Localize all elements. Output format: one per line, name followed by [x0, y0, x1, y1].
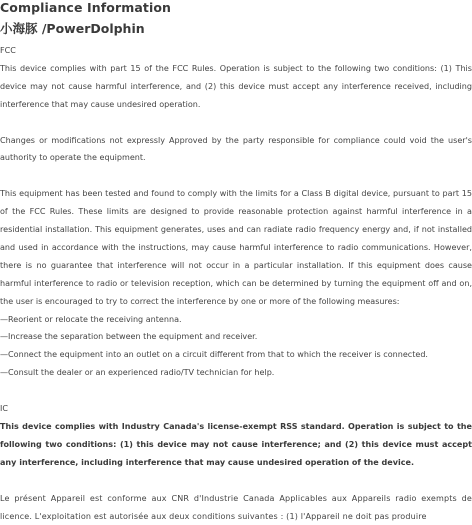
- spacer: [0, 472, 472, 490]
- page-title: Compliance Information: [0, 0, 172, 15]
- fcc-measure-item: —Reorient or relocate the receiving antenna.: [0, 314, 182, 324]
- fcc-measure-item: —Connect the equipment into an outlet on a circuit different from that to which the receiver is connected.: [0, 350, 428, 360]
- ic-paragraph-english: This device complies with Industry Canada's license-exempt RSS standard. Operation is subject to the following two conditions: (1) this device may not cause interference; and (2) this device must accept any interference, including interference that may cause undesired operation of the device.: [0, 421, 472, 467]
- spacer: [0, 382, 472, 400]
- ic-paragraph-french: Le présent Appareil est conforme aux CNR d'Industrie Canada Applicables aux Appareils radio exempts de licence. L'exploitation est autorisée aux deux conditions suivantes : (1) l'Appareil ne doit pas produire: [0, 493, 472, 521]
- fcc-heading: FCC: [0, 46, 16, 55]
- fcc-paragraph-modifications: Changes or modifications not expressly Approved by the party responsible for compliance could void the user's authority to operate the equipment.: [0, 135, 472, 163]
- fcc-paragraph-class-b: This equipment has been tested and found to comply with the limits for a Class B digital device, pursuant to part 15 of the FCC Rules. These limits are designed to provide reasonable protection against harmful interference in a residential installation. This equipment generates, uses and can radiate radio frequency energy and, if not installed and used in accordance with the instructions, may cause harmful interference to radio communications. However, there is no guarantee that interference will not occur in a particular installation. If this equipment does cause harmful interference to radio or television reception, which can be determined by turning the equipment off and on, the user is encouraged to try to correct the interference by one or more of the following measures:: [0, 189, 472, 306]
- fcc-measure-item: —Increase the separation between the equipment and receiver.: [0, 332, 258, 342]
- compliance-body: [0, 42, 472, 525]
- spacer: [0, 114, 472, 132]
- spacer: [0, 167, 472, 185]
- fcc-paragraph-conditions: This device complies with part 15 of the FCC Rules. Operation is subject to the following two conditions: (1) This device may not cause harmful interference, and (2) this device must accept any interference received, including interference that may cause undesired operation.: [0, 63, 472, 109]
- product-name: 小海豚 /PowerDolphin: [0, 21, 145, 36]
- fcc-measure-item: —Consult the dealer or an experienced radio/TV technician for help.: [0, 368, 275, 378]
- ic-heading: IC: [0, 404, 8, 414]
